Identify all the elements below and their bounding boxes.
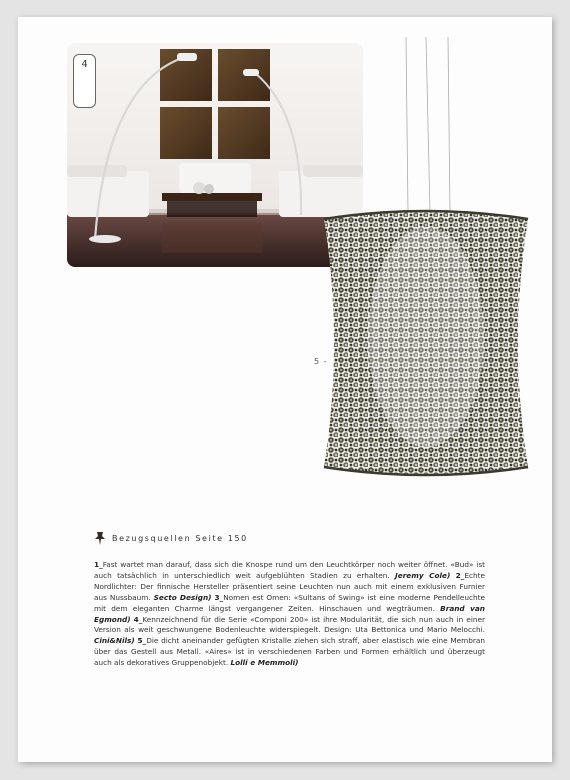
item-1-text: Fast wartet man darauf, dass sich die Knospe rund um den Leuchtkörper noch weiter öffnet. «Bud» ist auch tatsächlich in unterschiedlich weit aufgeblühten Stadien zu erhalten. bbox=[94, 560, 485, 580]
item-5-number: 5_ bbox=[137, 636, 147, 646]
sources-heading: Bezugsquellen Seite 150 bbox=[112, 533, 248, 543]
item-2-number: 2_ bbox=[455, 570, 465, 580]
figure-5-number: 5 - bbox=[314, 357, 328, 366]
figure-4-number: 4 bbox=[73, 54, 96, 108]
article-text bbox=[94, 560, 485, 669]
item-3-number: 3_ bbox=[214, 592, 224, 602]
magazine-page bbox=[18, 17, 552, 762]
item-5-text: Die dicht aneinander gefügten Kristalle ziehen sich straff, aber elastisch wie eine Membran über das Gestell aus Metall. «Aires» ist in verschiedenen Farben und Formen erhältlich und überzeugt auch als dekoratives Gruppenobjekt. bbox=[94, 636, 485, 668]
left-sofa bbox=[67, 171, 149, 217]
back-sofa bbox=[179, 163, 251, 193]
coffee-table bbox=[162, 193, 262, 201]
wall-panel bbox=[160, 107, 212, 159]
item-4-credit: Cini&Nils) bbox=[94, 636, 135, 646]
item-2-text: Echte Nordlichter: Der finnische Hersteller präsentiert seine Leuchten nun auch mit einem exklusiven Furnier aus Nussbaum. bbox=[94, 570, 486, 602]
cable bbox=[448, 37, 450, 213]
cable bbox=[426, 37, 430, 213]
item-4-number: 4_ bbox=[133, 614, 143, 624]
sources-row bbox=[94, 530, 248, 546]
item-5-credit: Lolli e Memmoli) bbox=[230, 658, 299, 668]
wall-panel bbox=[218, 107, 270, 159]
cable bbox=[406, 37, 408, 213]
item-3-credit: Brand van Egmond) bbox=[94, 603, 485, 624]
item-1-number: 1_ bbox=[94, 560, 103, 569]
item-2-credit: Secto Design) bbox=[153, 592, 212, 602]
item-3-text: Nomen est Omen: «Sultans of Swing» ist eine moderne Pendelleuchte mit dem eleganten Charme längst vergangener Zeiten. Hinschauen und wegträumen. bbox=[94, 592, 485, 613]
item-4-text: Kennzeichnend für die Serie «Componi 200» ist ihre Modularität, die sich nun auch in einer Version als weit geschwungene Bodenleuchte widerspiegelt. Design: Uta Bettonica und Mario Melocchi. bbox=[94, 614, 485, 635]
item-1-credit: Jeremy Cole) bbox=[395, 570, 451, 580]
pushpin-icon bbox=[94, 531, 106, 546]
figure-5-crystal-lamp bbox=[318, 37, 533, 477]
